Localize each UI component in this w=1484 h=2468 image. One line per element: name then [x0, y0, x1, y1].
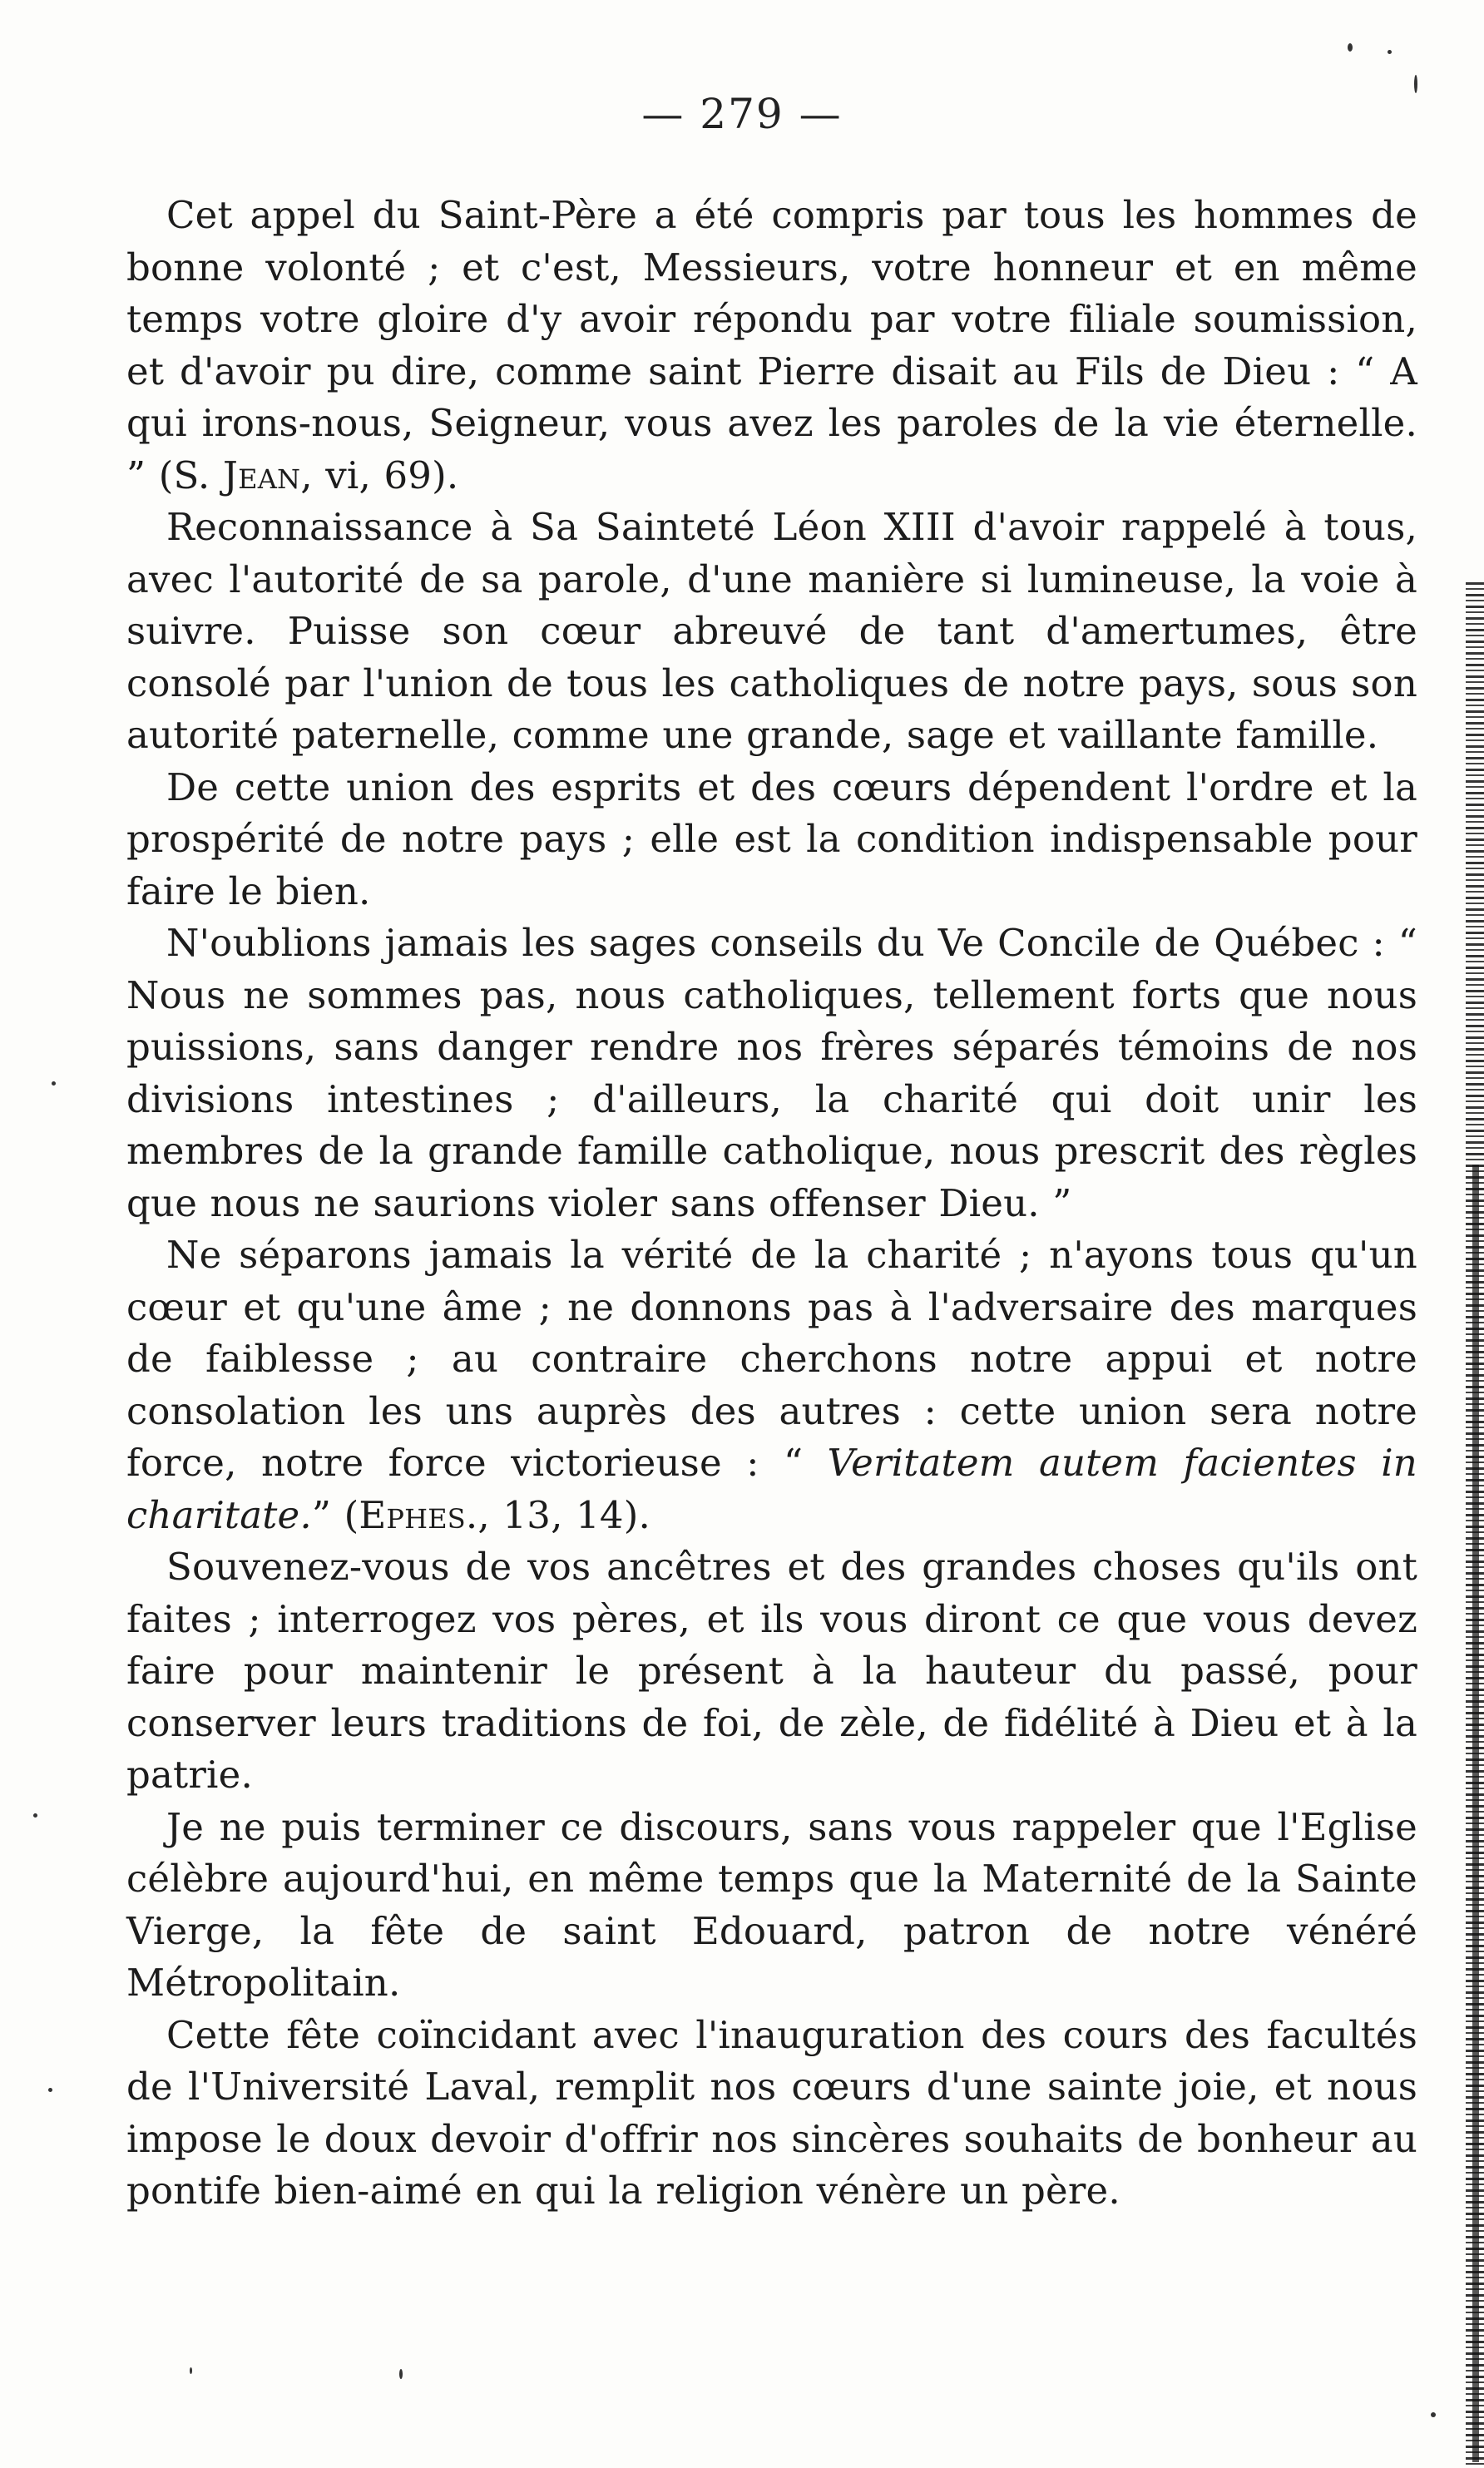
scan-speck: [399, 2369, 403, 2379]
latin-quote-close: ”: [311, 1492, 332, 1537]
citation-ephes-open: (: [331, 1492, 359, 1537]
body-text: [126, 190, 1417, 2218]
scan-speck: [33, 1813, 37, 1818]
citation-jean: Jean: [222, 453, 301, 497]
paragraph-8: Cette fête coïncidant avec l'inauguration des cours des facultés de l'Université Laval, remplit nos cœurs d'une sainte joie, et nous impose le doux devoir d'offrir nos sincères souhaits de bonheur au pontife bien-aimé en qui la religion vénère un père.: [126, 2012, 1417, 2213]
citation-ephes-tail: , 13, 14).: [477, 1492, 651, 1537]
paragraph-1: [126, 190, 1417, 502]
paragraph-6: Souvenez-vous de vos ancêtres et des grandes choses qu'ils ont faites ; interrogez vos pères, et ils vous diront ce que vous devez faire pour maintenir le présent à la hauteur du passé, pour conserver leurs traditions de foi, de zèle, de fidélité à Dieu et à la patrie.: [126, 1545, 1417, 1797]
scan-speck: [1348, 43, 1353, 52]
scan-speck: [48, 2088, 52, 2092]
paragraph-7: Je ne puis terminer ce discours, sans vous rappeler que l'Eglise célèbre aujourd'hui, en même temps que la Maternité de la Sainte Vierge, la fête de saint Edouard, patron de notre vénéré Métropolitain.: [126, 1804, 1417, 2005]
scan-speck: [1414, 75, 1417, 93]
scan-speck: [1431, 2412, 1436, 2417]
paragraph-3: De cette union des esprits et des cœurs dépendent l'ordre et la prospérité de notre pays ; elle est la condition indispensable pour faire le bien.: [126, 764, 1417, 913]
scan-edge-shadow: [1472, 1165, 1479, 2462]
scan-speck: [190, 2367, 192, 2374]
paragraph-1-text: Cet appel du Saint-Père a été compris par tous les hommes de bonne volonté ; et c'est, Messieurs, votre honneur et en même temps votre gloire d'y avoir répondu par votre filiale soumission, et d'avoir pu dire, comme saint Pierre disait au Fils de Dieu : “ A qui irons-nous, Seigneur, vous avez les paroles de la vie éternelle. ” (S.: [126, 193, 1417, 497]
scan-speck: [1388, 50, 1392, 54]
citation-ephes: Ephes.: [359, 1492, 478, 1537]
page-number: — 279 —: [641, 90, 843, 138]
citation-jean-tail: , vi, 69).: [300, 453, 459, 497]
paragraph-5-text: Ne séparons jamais la vérité de la charité ; n'ayons tous qu'un cœur et qu'une âme ; ne donnons pas à l'adversaire des marques de faiblesse ; au contraire cherchons notre appui et notre consolation les uns auprès des autres : cette union sera notre force, notre force victorieuse : “: [126, 1233, 1417, 1485]
paragraph-5: [126, 1229, 1417, 1541]
latin-quote: Veritatem autem facientes in charitate.: [126, 1441, 1417, 1537]
paragraph-2: Reconnaissance à Sa Sainteté Léon XIII d'avoir rappelé à tous, avec l'autorité de sa parole, d'une manière si lumineuse, la voie à suivre. Puisse son cœur abreuvé de tant d'amertumes, être consolé par l'union de tous les catholiques de notre pays, sous son autorité paternelle, comme une grande, sage et vaillante famille.: [126, 505, 1417, 757]
paragraph-4: N'oublions jamais les sages conseils du Ve Concile de Québec : “ Nous ne sommes pas, nous catholiques, tellement forts que nous puissions, sans danger rendre nos frères séparés témoins de nos divisions intestines ; d'ailleurs, la charité qui doit unir les membres de la grande famille catholique, nous prescrit des règles que nous ne saurions violer sans offenser Dieu. ”: [126, 921, 1417, 1225]
scan-speck: [52, 1081, 56, 1086]
